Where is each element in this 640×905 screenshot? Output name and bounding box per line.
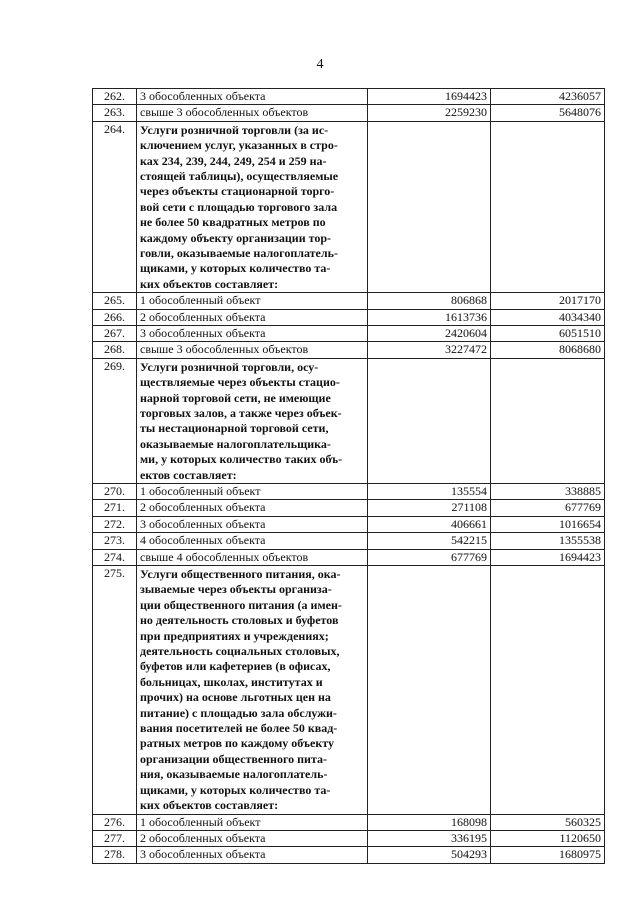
row-number: 273. [93,533,137,549]
value-min: 336195 [368,830,491,846]
value-max: 2017170 [491,293,605,309]
table-row [93,500,605,516]
description-line: ках 234, 239, 244, 249, 254 и 259 на- [140,153,327,168]
value-max: 4236057 [491,89,605,105]
value-min: 1694423 [368,89,491,105]
table-row-header [93,566,605,815]
value-max: 4034340 [491,309,605,325]
description-line: ключением услуг, указанных в стро- [140,138,338,153]
value-min: 1613736 [368,309,491,325]
value-min: 806868 [368,293,491,309]
value-min: 168098 [368,814,491,830]
row-number: 277. [93,830,137,846]
value-max: 1016654 [491,516,605,532]
description-line: Услуги общественного питания, ока- [140,567,341,582]
row-description: 3 обособленных объекта [137,516,368,532]
row-number: 270. [93,484,137,500]
description-line: организации общественного пита- [140,751,327,766]
value-max: 6051510 [491,326,605,342]
table-row [93,342,605,358]
description-line: ния, оказываемые налогоплатель- [140,767,328,782]
table-row [93,847,605,863]
table-row [93,484,605,500]
row-description: 3 обособленных объекта [137,89,368,105]
description-line: деятельность социальных столовых, [140,644,340,659]
description-line: щиками, у которых количество та- [140,782,331,797]
description-line: каждому объекту организации тор- [140,230,332,245]
description-line: Услуги розничной торговли, осу- [140,359,319,374]
value-max: 1355538 [491,533,605,549]
table-row [93,105,605,121]
row-number: 267. [93,326,137,342]
row-description: свыше 4 обособленных объектов [137,549,368,565]
row-description: свыше 3 обособленных объектов [137,342,368,358]
value-min: 2259230 [368,105,491,121]
row-description: 2 обособленных объекта [137,500,368,516]
table-row [93,326,605,342]
description-line: ких объектов составляет: [140,798,279,813]
row-description [137,358,368,483]
value-max: 560325 [491,814,605,830]
tariff-table-body [93,89,605,864]
description-line: зываемые через объекты организа- [140,582,332,597]
description-line: вания посетителей не более 50 квад- [140,721,338,736]
row-number: 275. [93,566,137,815]
table-row-header [93,358,605,483]
row-number: 272. [93,516,137,532]
value-max: 1680975 [491,847,605,863]
value-max: 338885 [491,484,605,500]
table-row [93,533,605,549]
value-min: 406661 [368,516,491,532]
row-description: 3 обособленных объекта [137,847,368,863]
row-number: 274. [93,549,137,565]
table-row [93,293,605,309]
row-description: 1 обособленный объект [137,484,368,500]
row-number: 265. [93,293,137,309]
table-row [93,830,605,846]
row-number: 262. [93,89,137,105]
value-min: 542215 [368,533,491,549]
value-min: 677769 [368,549,491,565]
description-line: буфетов или кафетериев (в офисах, [140,659,331,674]
value-min [368,121,491,292]
row-description: 3 обособленных объекта [137,326,368,342]
row-description: свыше 3 обособленных объектов [137,105,368,121]
description-line: при предприятиях и учреждениях; [140,628,329,643]
description-line: больницах, школах, институтах и [140,674,323,689]
value-max: 1120650 [491,830,605,846]
tariff-table [92,88,605,864]
value-max: 677769 [491,500,605,516]
value-max: 8068680 [491,342,605,358]
description-line: питание) с площадью зала обслужи- [140,705,337,720]
description-line: стоящей таблицы), осуществляемые [140,169,339,183]
value-max [491,358,605,483]
description-line: ществляемые через объекты стацио- [140,375,340,390]
table-row [93,814,605,830]
value-min: 135554 [368,484,491,500]
page-number: 4 [316,57,324,72]
value-min: 2420604 [368,326,491,342]
description-line: щиками, у которых количество та- [140,261,331,276]
description-line: нарной торговой сети, не имеющие [140,390,331,405]
row-number: 268. [93,342,137,358]
value-min [368,358,491,483]
row-number: 263. [93,105,137,121]
row-description: 2 обособленных объекта [137,830,368,846]
table-row [93,549,605,565]
description-line: но деятельность столовых и буфетов [140,613,339,628]
description-line: ратных метров по каждому объекту [140,736,334,751]
value-max [491,566,605,815]
value-max: 1694423 [491,549,605,565]
description-line: ты нестационарной торговой сети, [140,421,329,436]
value-min: 271108 [368,500,491,516]
description-line: ции общественного питания (а имен- [140,597,342,612]
table-row-header [93,121,605,292]
row-description: 4 обособленных объекта [137,533,368,549]
row-description [137,121,368,292]
row-number: 266. [93,309,137,325]
description-line: ких объектов составляет: [140,276,279,291]
description-line: не более 50 квадратных метров по [140,215,326,230]
description-line: торговых залов, а также через объек- [140,406,342,421]
description-line: вой сети с площадью торгового зала [140,199,338,214]
table-row [93,516,605,532]
value-max: 5648076 [491,105,605,121]
description-line: оказываемые налогоплательщика- [140,436,331,451]
row-description: 1 обособленный объект [137,814,368,830]
value-min [368,566,491,815]
value-min: 504293 [368,847,491,863]
row-number: 264. [93,121,137,292]
description-line: ектов составляет: [140,467,237,482]
table-row [93,309,605,325]
description-line: через объекты стационарной торго- [140,184,335,199]
row-description: 2 обособленных объекта [137,309,368,325]
row-description [137,566,368,815]
description-line: ми, у которых количество таких объ- [140,452,343,467]
row-number: 269. [93,358,137,483]
row-number: 271. [93,500,137,516]
description-line: говли, оказываемые налогоплатель- [140,246,338,261]
value-max [491,121,605,292]
row-number: 278. [93,847,137,863]
table-row [93,89,605,105]
row-number: 276. [93,814,137,830]
value-min: 3227472 [368,342,491,358]
description-line: прочих) на основе льготных цен на [140,690,331,705]
description-line: Услуги розничной торговли (за ис- [140,122,329,137]
row-description: 1 обособленный объект [137,293,368,309]
